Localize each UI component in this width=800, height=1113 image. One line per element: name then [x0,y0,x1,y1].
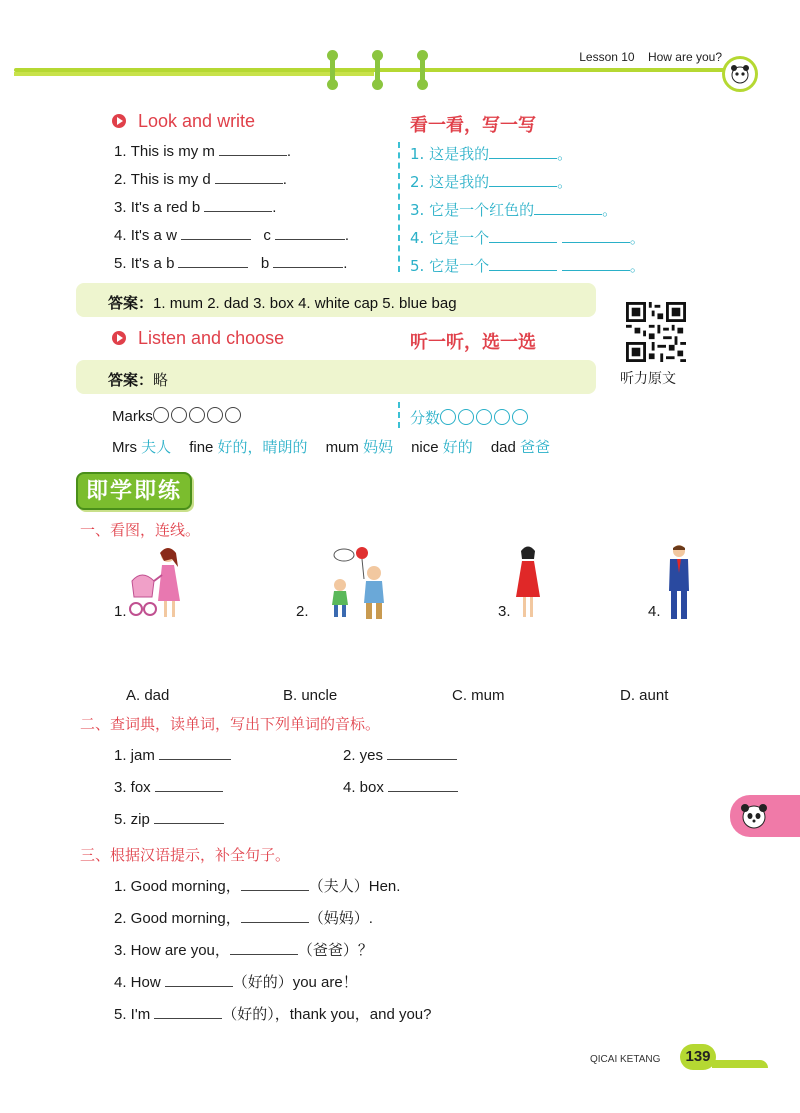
page-number-badge [680,1044,716,1070]
man-in-suit-image [664,543,694,628]
marks-row [112,407,243,425]
answer-blank[interactable] [275,238,345,240]
page-number: 139 [685,1048,711,1065]
mark-circle[interactable] [225,407,241,423]
phonetic-item [343,747,457,764]
match-option[interactable]: B. uncle [283,687,338,704]
mark-circle[interactable] [512,409,528,425]
man-with-boy-image [314,545,394,626]
row-text: It's a w [130,227,177,244]
footer-rule [712,1060,768,1068]
answer-blank[interactable] [165,985,233,987]
lw-row-5 [114,255,347,272]
answer-label: 答案： [108,294,154,312]
row-number: 1. [410,145,425,163]
lw-cn-row-4 [410,227,645,248]
sentence-start: 3. How are you， [114,942,230,959]
phonetic-item [114,779,223,796]
row-number: 3. [410,201,425,219]
listen-title-text: Listen and choose [138,328,285,348]
row-number: 3. [114,199,127,216]
vocab-zh: 爸爸 [520,438,551,456]
row-number: 2. [410,173,425,191]
answer-blank[interactable] [159,758,231,760]
phonetic-item [343,779,458,796]
sentence-start: 1. Good morning， [114,878,241,895]
side-tab [730,795,800,837]
sentence-end: （夫人）Hen. [308,878,401,895]
answer-blank[interactable] [154,822,224,824]
phonetic-item [114,811,224,828]
dashed-divider [398,402,400,428]
phonetic-item [114,747,231,764]
vocab-zh: 妈妈 [363,438,394,456]
answer-blank[interactable] [181,238,251,240]
row-end: 。 [629,257,645,275]
part3-title: 三、根据汉语提示，补全句子。 [80,846,291,864]
match-option[interactable]: D. aunt [620,687,669,704]
sentence-start: 2. Good morning， [114,910,241,927]
listen-answers [108,369,168,390]
row-text: 这是我的 [429,145,490,163]
row-text: 它是一个 [429,257,490,275]
mark-circle[interactable] [189,407,205,423]
answer-blank[interactable] [215,182,283,184]
sentence-item [114,1003,432,1024]
look-write-answers [108,292,457,313]
row-end: 。 [557,145,573,163]
row-end: . [343,255,348,272]
vocab-list [112,436,568,457]
listen-title [112,328,284,349]
row-end: 。 [602,201,618,219]
lw-cn-row-3 [410,199,617,220]
row-number: 5. [410,257,425,275]
answer-blank[interactable] [489,269,557,271]
sentence-item [114,907,373,928]
mark-circle[interactable] [440,409,456,425]
header-rule-shadow [14,72,374,76]
answer-blank[interactable] [489,157,557,159]
row-text: It's a b [130,255,175,272]
answer-blank[interactable] [219,154,287,156]
phonetic-word: 4. box [343,779,384,796]
lw-row-4 [114,227,349,244]
sentence-end: （爸爸）？ [297,942,373,959]
vocab-en: Mrs [112,439,137,456]
part1-title: 一、看图，连线。 [80,521,201,539]
vocab-en: dad [490,439,516,456]
lw-cn-row-1 [410,143,572,164]
row-text: 它是一个红色的 [429,201,535,219]
pic-number: 3. [498,603,511,620]
mark-circle[interactable] [153,407,169,423]
lesson-header [579,50,722,64]
row-number: 5. [114,255,127,272]
lw-cn-row-2 [410,171,572,192]
marks-label: Marks [112,408,153,425]
lw-row-1 [114,143,291,160]
panda-badge-icon [722,56,758,92]
lesson-number: Lesson 10 [579,50,635,64]
answer-blank[interactable] [273,266,343,268]
answer-blank[interactable] [230,953,298,955]
pic-number: 1. [114,603,127,620]
lw-row-3 [114,199,276,216]
marks-row-cn [410,407,530,428]
look-write-title-cn: 看一看，写一写 [410,115,536,136]
vocab-zh: 夫人 [141,438,172,456]
sentence-end: （妈妈）. [308,910,373,927]
answer-blank[interactable] [155,790,223,792]
row-text: It's a red b [130,199,201,216]
answer-blank[interactable] [387,758,457,760]
answer-blank[interactable] [204,210,272,212]
look-write-title [112,111,255,132]
phonetic-word: 1. jam [114,747,155,764]
row-end: . [344,227,350,244]
qr-label: 听力原文 [620,371,676,387]
mark-circle[interactable] [494,409,510,425]
row-end: . [272,199,277,216]
woman-in-red-image [512,545,546,626]
play-bullet-icon [112,331,126,345]
play-bullet-icon [112,114,126,128]
row-end: 。 [557,173,573,191]
row-end: . [286,143,292,160]
phonetic-word: 2. yes [343,747,384,764]
sentence-start: 5. I'm [114,1006,151,1023]
vocab-zh: 好的，晴朗的 [217,438,308,456]
panda-icon [734,795,774,837]
answer-blank[interactable] [388,790,458,792]
listen-title-cn: 听一听，选一选 [410,332,536,353]
answer-blank[interactable] [534,213,602,215]
answer-label: 答案： [108,371,154,389]
match-option[interactable]: A. dad [126,687,170,704]
answer-text: 略 [153,371,169,389]
sentence-end: （好的）you are！ [232,974,358,991]
answer-blank[interactable] [178,266,248,268]
binder-ring-icon [375,52,380,88]
row-text: This is my d [130,171,211,188]
sentence-item [114,971,358,992]
lesson-title: How are you? [647,50,722,64]
row-text: 这是我的 [429,173,490,191]
look-write-title-text: Look and write [138,111,256,131]
binder-ring-icon [420,52,425,88]
footer-brand: QICAI KETANG [590,1054,661,1065]
practice-tag [76,472,192,510]
answer-blank[interactable] [489,241,557,243]
answer-blank[interactable] [489,185,557,187]
row-text: This is my m [130,143,215,160]
sentence-item [114,939,373,960]
row-end: . [282,171,287,188]
row-end: 。 [629,229,645,247]
woman-with-pram-image [128,545,188,626]
vocab-en: mum [325,439,359,456]
lw-cn-row-5 [410,255,645,276]
answer-blank[interactable] [241,921,309,923]
phonetic-word: 3. fox [114,779,151,796]
binder-ring-icon [330,52,335,88]
row-number: 4. [114,227,127,244]
row-text: 它是一个 [429,229,490,247]
sentence-start: 4. How [114,974,161,991]
mark-circle[interactable] [476,409,492,425]
pic-number: 2. [296,603,309,620]
sentence-end: （好的），thank you，and you? [222,1006,432,1023]
match-option[interactable]: C. mum [452,687,505,704]
mark-circle[interactable] [207,407,223,423]
pic-number: 4. [648,603,661,620]
answer-blank[interactable] [562,241,630,243]
practice-tag-text: 即学即练 [85,478,182,504]
answer-blank[interactable] [562,269,630,271]
mark-circle[interactable] [458,409,474,425]
row-number: 4. [410,229,425,247]
mark-circle[interactable] [171,407,187,423]
row-number: 1. [114,143,127,160]
part2-title: 二、查词典，读单词，写出下列单词的音标。 [80,715,381,733]
row-text-b: c [263,227,271,244]
vocab-en: fine [189,439,214,456]
row-text-b: b [260,255,270,272]
lw-row-2 [114,171,287,188]
qr-code-icon[interactable] [626,302,686,362]
dashed-divider [398,142,400,272]
vocab-zh: 好的 [442,438,473,456]
answer-blank[interactable] [241,889,309,891]
phonetic-word: 5. zip [114,811,150,828]
sentence-item [114,875,400,896]
answer-text: 1. mum 2. dad 3. box 4. white cap 5. blue bag [153,295,457,312]
vocab-en: nice [411,439,439,456]
marks-label-cn: 分数 [410,409,441,427]
row-number: 2. [114,171,127,188]
answer-blank[interactable] [154,1017,222,1019]
